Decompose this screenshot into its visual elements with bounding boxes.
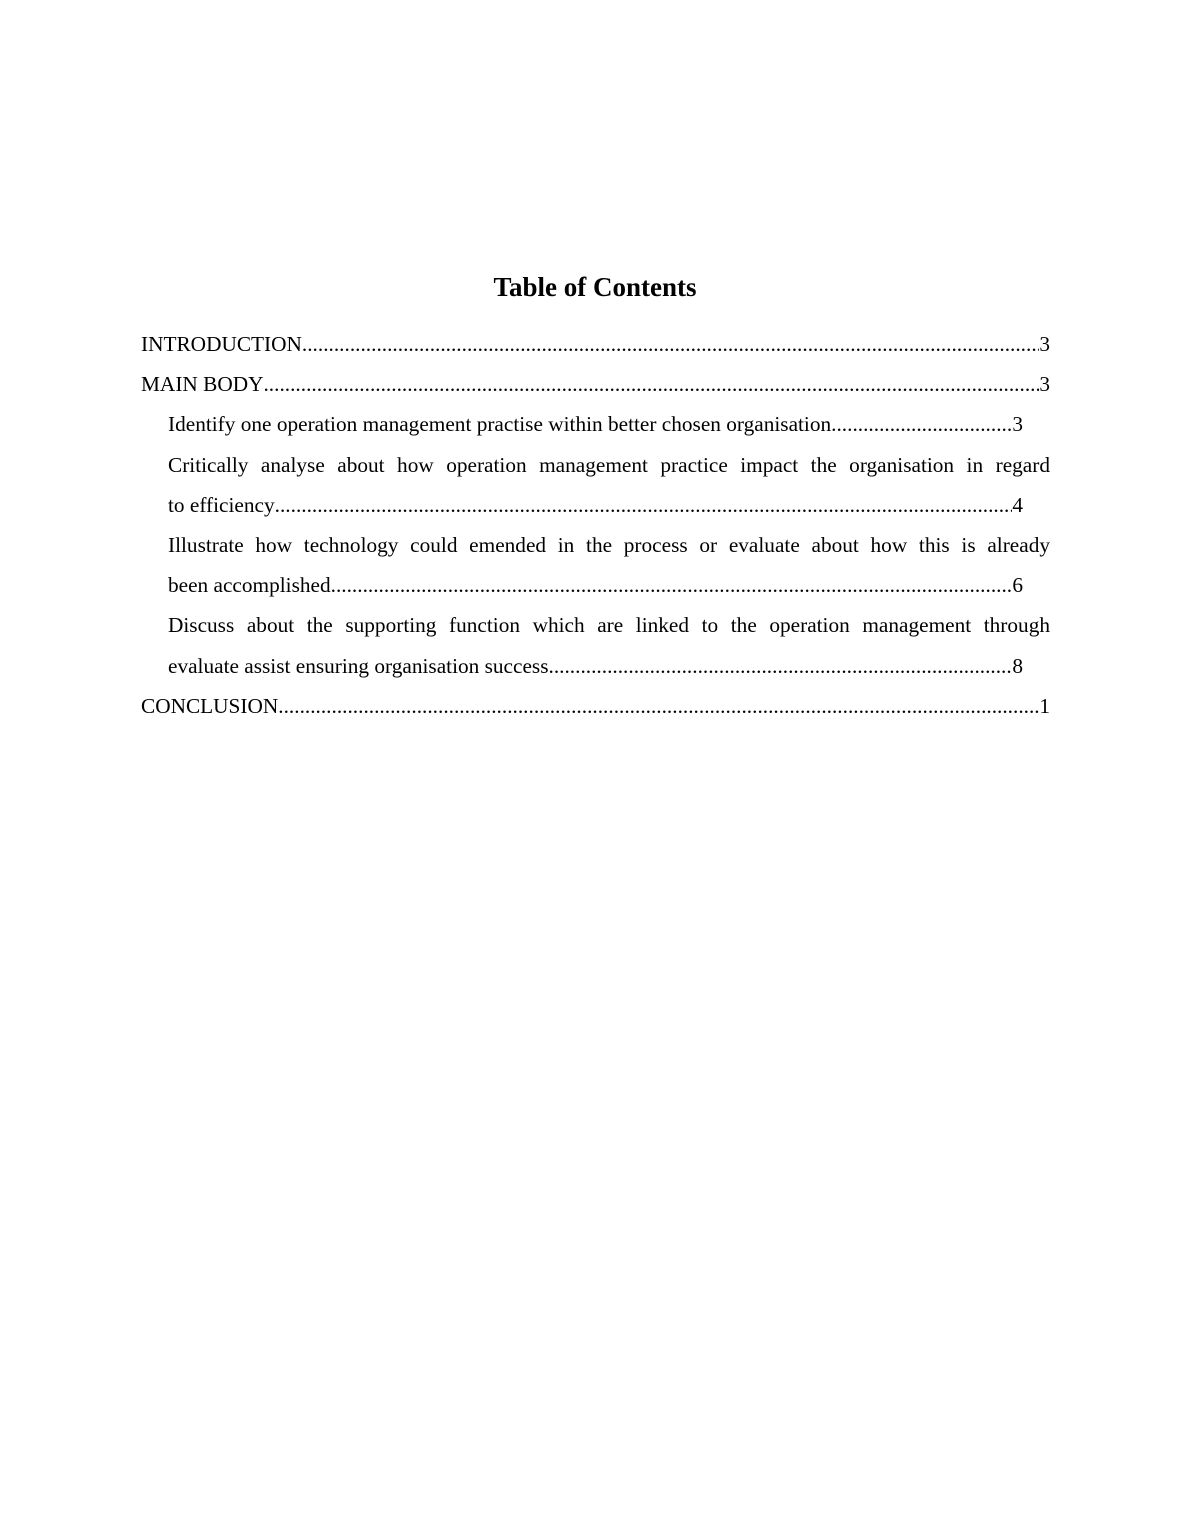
toc-page-number: 3 [1039, 372, 1050, 397]
toc-entry-label-line1: Illustrate how technology could emended in the process or evaluate about how this is already [168, 533, 1050, 558]
dot-leader [263, 364, 1039, 404]
toc-entry-conclusion[interactable] [141, 686, 1050, 726]
toc-entry-label-line2: been accomplished [168, 573, 331, 598]
toc-entry-label: INTRODUCTION [141, 332, 302, 356]
toc-entry-identify-practise[interactable] [141, 404, 1050, 444]
table-of-contents [141, 324, 1050, 726]
dot-leader [331, 565, 1013, 605]
dot-leader [278, 686, 1039, 726]
toc-entry-label: Identify one operation management practise within better chosen organisation [168, 412, 832, 437]
toc-entry-critically-analyse[interactable] [141, 445, 1050, 525]
dot-leader [549, 646, 1013, 686]
toc-page-number: 4 [1012, 492, 1023, 517]
dot-leader [302, 324, 1039, 364]
toc-page-number: 3 [1012, 412, 1023, 437]
toc-page-number: 3 [1039, 332, 1050, 356]
toc-entry-label-line1: Discuss about the supporting function which are linked to the operation management through [168, 613, 1050, 638]
dot-leader [831, 404, 1012, 444]
page-title: Table of Contents [493, 272, 697, 302]
toc-entry-label-line1: Critically analyse about how operation management practice impact the organisation in regard [168, 452, 1050, 477]
toc-entry-label-line2: to efficiency [168, 492, 275, 517]
toc-entry-label: MAIN BODY [141, 372, 264, 397]
toc-entry-illustrate-technology[interactable] [141, 525, 1050, 605]
dot-leader [275, 485, 1013, 525]
toc-page-number: 6 [1012, 573, 1023, 598]
toc-entry-label-line2: evaluate assist ensuring organisation success [168, 653, 549, 678]
toc-entry-main-body[interactable] [141, 364, 1050, 404]
toc-page-number: 1 [1039, 693, 1050, 718]
toc-entry-discuss-supporting-function[interactable] [141, 605, 1050, 685]
toc-entry-introduction[interactable] [141, 324, 1050, 364]
toc-page-number: 8 [1012, 653, 1023, 678]
toc-entry-label: CONCLUSION [141, 693, 279, 718]
